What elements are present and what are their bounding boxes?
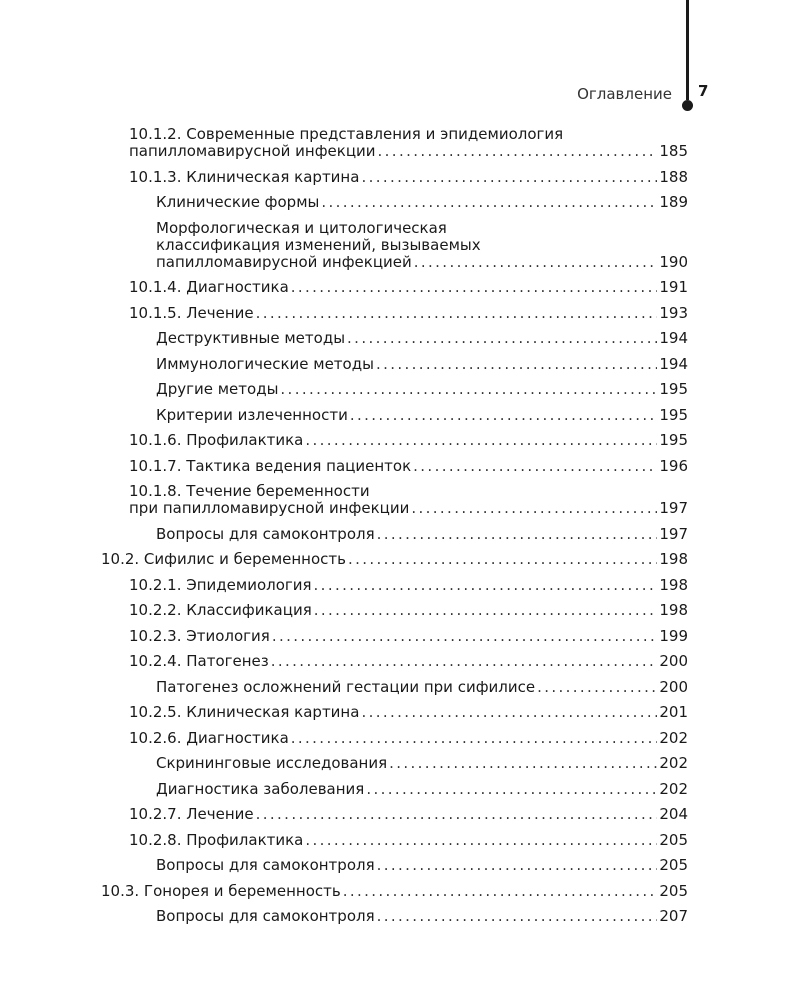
toc-page-number: 196 [659, 456, 688, 475]
toc-entry-row [129, 169, 688, 186]
toc-entry[interactable] [0, 755, 800, 772]
toc-entry-title: 10.1.6. Профилактика [129, 431, 304, 449]
toc-dot-leader [377, 908, 658, 925]
toc-entry-title: 10.2.3. Этиология [129, 626, 270, 645]
toc-entry[interactable] [0, 305, 800, 322]
toc-entry-title: 10.2.6. Диагностика [129, 728, 289, 747]
table-of-contents [0, 126, 800, 934]
toc-entry-row [129, 432, 688, 449]
toc-dot-leader [291, 730, 658, 747]
toc-entry[interactable] [0, 407, 800, 424]
toc-page-number: 198 [659, 550, 688, 568]
toc-page-number: 199 [659, 626, 688, 645]
toc-entry-row [129, 832, 688, 849]
toc-entry[interactable] [0, 602, 800, 619]
toc-entry-title: 10.1.7. Тактика ведения пациенток [129, 456, 412, 475]
toc-entry[interactable] [0, 279, 800, 296]
toc-entry-title: Скрининговые исследования [156, 754, 388, 772]
toc-entry[interactable] [0, 908, 800, 925]
toc-entry[interactable] [0, 628, 800, 645]
toc-entry[interactable] [0, 781, 800, 798]
toc-entry-row [156, 194, 688, 211]
toc-entry-title: 10.2.2. Классификация [129, 601, 312, 619]
toc-dot-leader [305, 432, 657, 449]
toc-dot-leader [272, 628, 658, 645]
toc-entry-title: 10.2. Сифилис и беременность [101, 550, 346, 568]
toc-entry-title: Деструктивные методы [156, 329, 346, 347]
toc-entry-title: папилломавирусной инфекцией [156, 252, 412, 271]
toc-entry-title: Критерии излеченности [156, 405, 348, 424]
toc-entry-title: Вопросы для самоконтроля [156, 524, 375, 543]
toc-entry[interactable] [0, 832, 800, 849]
toc-dot-leader [361, 169, 657, 186]
toc-entry-title: 10.2.8. Профилактика [129, 830, 304, 849]
toc-page-number: 200 [659, 652, 688, 670]
toc-dot-leader [350, 407, 658, 424]
toc-entry-row [129, 143, 688, 160]
toc-dot-leader [321, 194, 657, 211]
toc-entry[interactable] [0, 704, 800, 721]
toc-entry-row [129, 500, 688, 517]
toc-entry-title: 10.1.5. Лечение [129, 303, 254, 322]
toc-entry-row [156, 857, 688, 874]
toc-page-number: 205 [659, 830, 688, 849]
toc-entry-row [129, 602, 688, 619]
toc-entry[interactable] [0, 356, 800, 373]
toc-dot-leader [280, 381, 657, 398]
toc-dot-leader [348, 551, 657, 568]
toc-entry-row [101, 551, 688, 568]
toc-entry-title-line: классификация изменений, вызываемых [156, 235, 481, 254]
toc-entry[interactable] [0, 883, 800, 900]
toc-page-number: 205 [659, 881, 688, 900]
toc-dot-leader [377, 857, 658, 874]
toc-page-number: 195 [659, 380, 688, 398]
toc-page-number: 193 [659, 303, 688, 322]
toc-entry-title: 10.2.4. Патогенез [129, 652, 269, 670]
toc-entry[interactable] [0, 126, 800, 160]
toc-entry[interactable] [0, 432, 800, 449]
toc-page-number: 194 [659, 354, 688, 373]
toc-page-number: 207 [659, 907, 688, 925]
toc-page-number: 197 [659, 524, 688, 543]
toc-entry-title: Диагностика заболевания [156, 779, 365, 798]
toc-entry-title: Клинические формы [156, 193, 320, 211]
toc-entry-row [156, 679, 688, 696]
toc-entry[interactable] [0, 526, 800, 543]
toc-dot-leader [314, 577, 658, 594]
toc-entry-title-line: Морфологическая и цитологическая [156, 218, 447, 237]
toc-dot-leader [361, 704, 657, 721]
toc-entry-title: Вопросы для самоконтроля [156, 856, 375, 874]
toc-dot-leader [343, 883, 658, 900]
toc-entry[interactable] [0, 551, 800, 568]
toc-entry-row [129, 806, 688, 823]
toc-dot-leader [256, 806, 658, 823]
toc-entry-title: папилломавирусной инфекции [129, 142, 376, 160]
toc-page-number: 189 [659, 193, 688, 211]
toc-entry-row [156, 254, 688, 271]
toc-entry-row [156, 381, 688, 398]
toc-page-number: 204 [659, 805, 688, 823]
toc-entry[interactable] [0, 483, 800, 517]
toc-entry-row [156, 755, 688, 772]
toc-entry-row [156, 356, 688, 373]
toc-entry-row [129, 704, 688, 721]
toc-entry-row [156, 330, 688, 347]
toc-entry-title: 10.1.4. Диагностика [129, 278, 289, 296]
toc-page-number: 191 [659, 278, 688, 296]
toc-dot-leader [291, 279, 658, 296]
toc-entry-row [156, 908, 688, 925]
toc-page-number: 202 [659, 779, 688, 798]
toc-entry-row [129, 279, 688, 296]
toc-dot-leader [314, 602, 658, 619]
toc-entry-row [129, 305, 688, 322]
header-vertical-rule [686, 0, 689, 100]
toc-dot-leader [411, 500, 657, 517]
toc-page-number: 202 [659, 754, 688, 772]
toc-entry[interactable] [0, 381, 800, 398]
toc-entry[interactable] [0, 730, 800, 747]
toc-entry[interactable] [0, 169, 800, 186]
toc-entry[interactable] [0, 806, 800, 823]
toc-entry-title: Вопросы для самоконтроля [156, 907, 375, 925]
toc-entry[interactable] [0, 577, 800, 594]
toc-entry-title: Иммунологические методы [156, 354, 374, 373]
toc-page-number: 205 [659, 856, 688, 874]
toc-entry-row [156, 781, 688, 798]
toc-page-number: 190 [659, 252, 688, 271]
toc-dot-leader [366, 781, 657, 798]
toc-page-number: 201 [659, 703, 688, 721]
toc-page-number: 195 [659, 405, 688, 424]
toc-entry[interactable] [0, 194, 800, 211]
toc-entry[interactable] [0, 679, 800, 696]
toc-entry-title: 10.2.1. Эпидемиология [129, 575, 312, 594]
toc-page-number: 197 [659, 499, 688, 517]
toc-dot-leader [378, 143, 658, 160]
toc-entry-row [101, 883, 688, 900]
toc-dot-leader [414, 254, 658, 271]
toc-entry-row [156, 407, 688, 424]
toc-entry[interactable] [0, 330, 800, 347]
toc-dot-leader [305, 832, 657, 849]
toc-dot-leader [377, 526, 658, 543]
toc-entry-title: 10.1.3. Клиническая картина [129, 167, 360, 186]
toc-page-number: 195 [659, 431, 688, 449]
toc-page-number: 198 [659, 601, 688, 619]
toc-page-number: 200 [659, 677, 688, 696]
toc-entry-title: 10.2.7. Лечение [129, 805, 254, 823]
toc-dot-leader [389, 755, 657, 772]
toc-entry-row [129, 458, 688, 475]
header-rule-dot [682, 100, 693, 111]
toc-entry[interactable] [0, 220, 800, 271]
toc-entry-title: 10.2.5. Клиническая картина [129, 703, 360, 721]
toc-dot-leader [256, 305, 658, 322]
toc-entry-row [156, 526, 688, 543]
page-number: 7 [698, 82, 709, 100]
toc-dot-leader [271, 653, 658, 670]
toc-entry-title: Другие методы [156, 380, 279, 398]
toc-dot-leader [376, 356, 657, 373]
running-title: Оглавление [577, 85, 672, 103]
toc-page-number: 202 [659, 728, 688, 747]
toc-entry-title: Патогенез осложнений гестации при сифилисе [156, 677, 536, 696]
toc-page-number: 188 [659, 167, 688, 186]
toc-page-number: 198 [659, 575, 688, 594]
toc-dot-leader [413, 458, 657, 475]
toc-entry-title-line: 10.1.8. Течение беременности [129, 482, 370, 500]
toc-entry-row [129, 653, 688, 670]
toc-page-number: 194 [659, 329, 688, 347]
toc-entry-row [129, 628, 688, 645]
toc-entry-title: при папилломавирусной инфекции [129, 499, 410, 517]
toc-entry-title-line: 10.1.2. Современные представления и эпидемиология [129, 125, 564, 143]
toc-entry[interactable] [0, 458, 800, 475]
toc-entry-title: 10.3. Гонорея и беременность [101, 881, 341, 900]
toc-dot-leader [537, 679, 657, 696]
toc-entry-row [129, 730, 688, 747]
toc-page-number: 185 [659, 142, 688, 160]
toc-entry-row [129, 577, 688, 594]
toc-entry[interactable] [0, 857, 800, 874]
toc-entry[interactable] [0, 653, 800, 670]
toc-dot-leader [347, 330, 657, 347]
